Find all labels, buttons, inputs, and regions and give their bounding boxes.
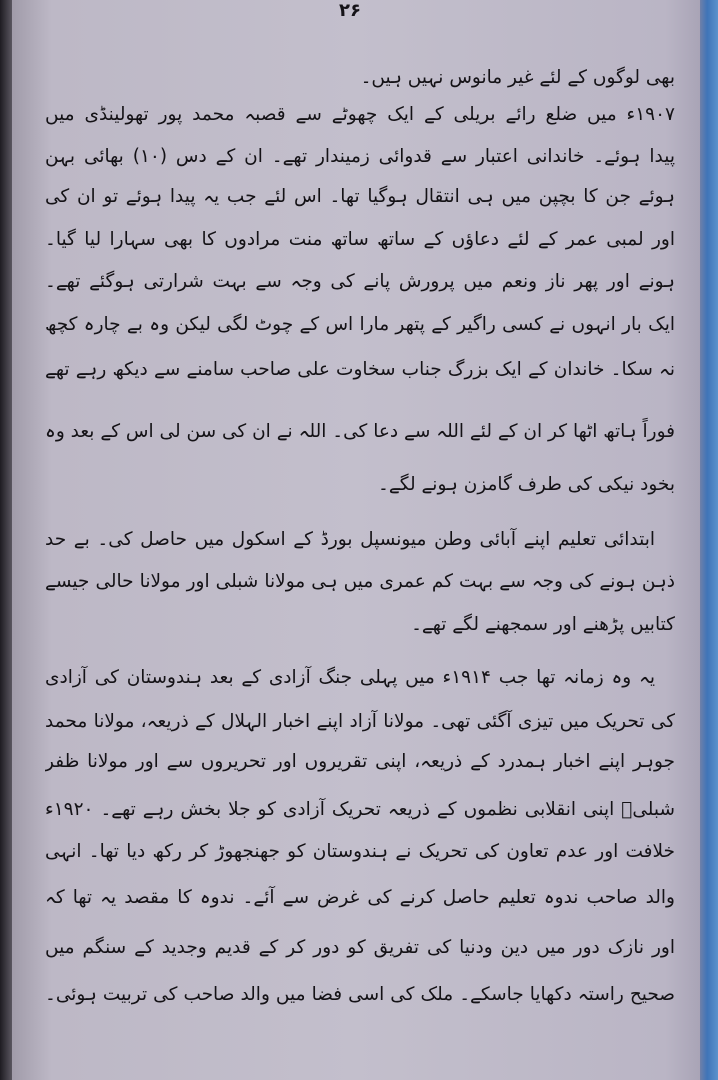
text-line: بھی لوگوں کے لئے غیر مانوس نہیں ہیں۔ — [360, 67, 675, 88]
text-line: یہ وہ زمانہ تھا جب ۱۹۱۴ء میں پہلی جنگ آزادی کے بعد ہندوستان کی آزادی — [45, 667, 655, 688]
text-line: ذہن ہونے کی وجہ سے بہت کم عمری میں ہی مولانا شبلی اور مولانا حالی جیسے — [45, 571, 675, 592]
text-line: ہوئے جن کا بچپن میں ہی انتقال ہوگیا تھا۔ اس لئے جب یہ پیدا ہوئے تو ان کی — [45, 186, 675, 207]
text-line: صحیح راستہ دکھایا جاسکے۔ ملک کی اسی فضا میں والد صاحب کی تربیت ہوئی۔ — [45, 984, 675, 1005]
background-strip — [700, 0, 718, 1080]
page-binding-edge — [0, 0, 12, 1080]
text-line: اور نازک دور میں دین ودنیا کی تفریق کو دور کر کے قدیم وجدید کے سنگم میں — [45, 937, 675, 958]
text-line: ایک بار انہوں نے کسی راگیر کے پتھر مارا اس کے چوٹ لگی لیکن وہ بے چارہ کچھ — [45, 314, 675, 335]
text-line: ۱۹۰۷ء میں ضلع رائے بریلی کے ایک چھوٹے سے قصبہ محمد پور تھولینڈی میں — [45, 104, 675, 125]
text-line: ہونے اور پھر ناز ونعم میں پرورش پانے کی وجہ سے بہت شرارتی ہوگئے تھے۔ — [45, 271, 675, 292]
text-line: جوہر اپنے اخبار ہمدرد کے ذریعہ، اپنی تقریروں اور تحریروں سے اور مولانا ظفر — [45, 751, 675, 772]
text-line: نہ سکا۔ خاندان کے ایک بزرگ جناب سخاوت علی صاحب سامنے سے دیکھ رہے تھے — [45, 359, 675, 380]
text-line: کتابیں پڑھنے اور سمجھنے لگے تھے۔ — [411, 614, 675, 635]
text-line: فوراً ہاتھ اٹھا کر ان کے لئے اللہ سے دعا کی۔ اللہ نے ان کی سن لی اس کے بعد وہ — [45, 421, 675, 442]
text-line: شبلیؒ اپنی انقلابی نظموں کے ذریعہ تحریک آزادی کو جلا بخش رہے تھے۔ ۱۹۲۰ء — [45, 799, 675, 820]
text-line: والد صاحب ندوہ تعلیم حاصل کرنے کی غرض سے آئے۔ ندوہ کا مقصد یہ تھا کہ — [45, 887, 675, 908]
text-line: اور لمبی عمر کے لئے دعاؤں کے ساتھ ساتھ منت مرادوں کا بھی سہارا لیا گیا۔ — [45, 229, 675, 250]
text-line: ابتدائی تعلیم اپنے آبائی وطن میونسپل بورڈ کے اسکول میں حاصل کی۔ بے حد — [45, 529, 655, 550]
text-line: پیدا ہوئے۔ خاندانی اعتبار سے قدوائی زمیندار تھے۔ ان کے دس (۱۰) بھائی بہن — [45, 146, 675, 167]
page-number: ۲۶ — [339, 0, 361, 21]
text-line: خلافت اور عدم تعاون کی تحریک نے ہندوستان کو جھنجھوڑ کر رکھ دیا تھا۔ انہی — [45, 841, 675, 862]
text-line: کی تحریک میں تیزی آگئی تھی۔ مولانا آزاد اپنے اخبار الہلال کے ذریعہ، مولانا محمد — [45, 711, 675, 732]
text-line: بخود نیکی کی طرف گامزن ہونے لگے۔ — [378, 474, 675, 495]
